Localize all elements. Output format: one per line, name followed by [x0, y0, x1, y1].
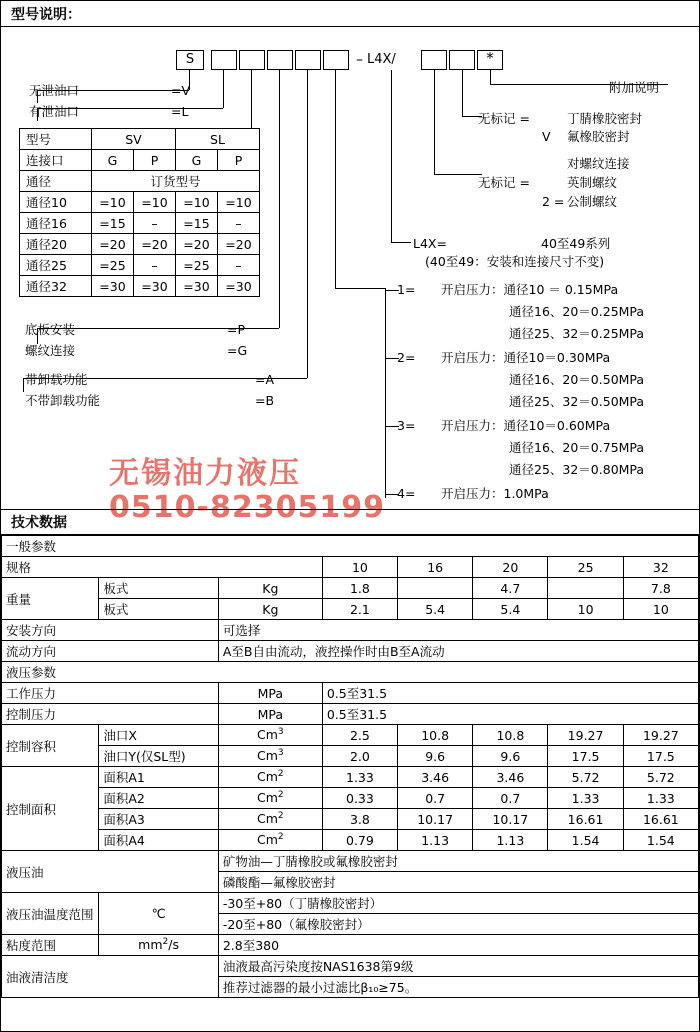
label-no-mark-2-value: 英制螺纹	[567, 175, 618, 190]
cell-16-svp: –	[134, 213, 176, 234]
table-row	[2, 851, 699, 872]
cell-a3-25: 16.61	[548, 809, 623, 830]
cell-weight-2-25: 10	[548, 599, 623, 620]
cell-a2-20: 0.7	[473, 788, 548, 809]
cell-area-unit-3	[218, 809, 322, 830]
code-box-6	[323, 50, 349, 70]
leader-line-l4x	[391, 70, 392, 242]
cell-cv-2-20: 9.6	[473, 746, 548, 767]
table-row	[20, 213, 260, 234]
cell-flow-dir-value: A至B自由流动，液控操作时由B至A流动	[218, 641, 698, 662]
label-thread-conn: 螺纹连接	[25, 343, 76, 358]
leader-h-thread	[434, 174, 482, 175]
cell-bore-25: 通径25	[20, 255, 92, 276]
cell-32-svp: =30	[134, 276, 176, 297]
leader-line-seal	[462, 70, 463, 116]
code-l4x-text: L4X/	[367, 52, 396, 67]
cell-clean-value-1: 油液最高污染度按NAS1638第9级	[218, 956, 698, 977]
cell-temp-unit: ℃	[99, 893, 218, 935]
cell-20-slp: =20	[218, 234, 260, 255]
unit-exponent: 2	[277, 769, 284, 780]
code-box-4	[267, 50, 293, 70]
cell-order-model: 订货型号	[92, 171, 260, 192]
cell-a1-16: 3.46	[398, 767, 473, 788]
cell-10-slp: =10	[218, 192, 260, 213]
cell-a1-25: 5.72	[548, 767, 623, 788]
cell-a3-16: 10.17	[398, 809, 473, 830]
label-pressure-line-1-2: 通径25、32＝0.25MPa	[509, 326, 645, 341]
cell-area-unit-2	[218, 788, 322, 809]
cell-flow-dir-label: 流动方向	[2, 641, 219, 662]
unit-exponent: 3	[277, 748, 284, 759]
cell-oil-label: 液压油	[2, 851, 219, 893]
leader-line-l	[223, 70, 224, 108]
table-row	[2, 788, 699, 809]
cell-32-svg: =30	[92, 276, 134, 297]
cell-model-label: 型号	[20, 129, 92, 150]
table-row	[2, 641, 699, 662]
cell-cv-1-32: 19.27	[623, 725, 698, 746]
table-row	[20, 276, 260, 297]
cell-weight-1-10: 1.8	[322, 578, 397, 599]
table-row	[20, 192, 260, 213]
cell-a1-10: 1.33	[322, 767, 397, 788]
cell-area-name-1: 面积A1	[99, 767, 218, 788]
cell-16-slg: =15	[176, 213, 218, 234]
cell-work-pressure-unit: MPa	[218, 683, 322, 704]
label-no-mark-2: 无标记 =	[478, 175, 530, 190]
cell-spec-20: 20	[473, 557, 548, 578]
table-row	[2, 809, 699, 830]
label-pressure-code-3: 3=	[397, 418, 416, 433]
cell-area-name-2: 面积A2	[99, 788, 218, 809]
label-two-mark-value: 公制螺纹	[567, 194, 618, 209]
cell-clean-value-2: 推荐过滤器的最小过滤比β₁₀≥75。	[218, 977, 698, 998]
cell-bore-16: 通径16	[20, 213, 92, 234]
label-pressure-line-1-1: 通径16、20＝0.25MPa	[509, 304, 645, 319]
table-row	[2, 662, 699, 683]
unit-base: Cm	[257, 811, 278, 827]
table-row	[2, 935, 699, 956]
unit-base: Cm	[257, 832, 278, 848]
label-series: 40至49系列	[541, 236, 611, 251]
cell-a2-10: 0.33	[322, 788, 397, 809]
cell-weight-2-16: 5.4	[398, 599, 473, 620]
cell-general-params: 一般参数	[2, 536, 699, 557]
cell-hydraulic-params: 液压参数	[2, 662, 699, 683]
cell-sv-g: G	[92, 150, 134, 171]
leader-line-unload	[307, 70, 308, 378]
cell-weight-1-25	[548, 578, 623, 599]
table-row	[2, 956, 699, 977]
label-pressure-code-4: 4=	[397, 486, 416, 501]
cell-32-slg: =30	[176, 276, 218, 297]
cell-weight-2-20: 5.4	[473, 599, 548, 620]
label-pressure-head-3: 开启压力：通径10＝0.60MPa	[441, 418, 611, 433]
cell-a1-32: 5.72	[623, 767, 698, 788]
leader-line-thread	[434, 70, 435, 174]
table-row	[2, 599, 699, 620]
leader-v-pressure	[385, 288, 386, 498]
cell-a4-16: 1.13	[398, 830, 473, 851]
cell-cv-2-25: 17.5	[548, 746, 623, 767]
unit-base: mm	[138, 937, 163, 953]
cell-port-label: 连接口	[20, 150, 92, 171]
unit-base: Cm	[257, 790, 278, 806]
cell-a3-32: 16.61	[623, 809, 698, 830]
label-has-drain: 有泄油口	[29, 104, 80, 119]
cell-25-slp: –	[218, 255, 260, 276]
cell-cv-2-10: 2.0	[322, 746, 397, 767]
unit-base: Cm	[257, 769, 278, 785]
cell-sv-p: P	[134, 150, 176, 171]
cell-visc-label: 粘度范围	[2, 935, 99, 956]
cell-a2-16: 0.7	[398, 788, 473, 809]
leader-line-star	[490, 70, 491, 84]
code-box-2	[211, 50, 237, 70]
cell-clean-label: 油液清洁度	[2, 956, 219, 998]
cell-ctrl-volume-name-1: 油口X	[99, 725, 218, 746]
cell-a1-20: 3.46	[473, 767, 548, 788]
table-row	[20, 255, 260, 276]
cell-weight-2-32: 10	[623, 599, 698, 620]
table-row	[2, 578, 699, 599]
cell-ctrl-volume-label: 控制容积	[2, 725, 99, 767]
code-box-3	[239, 50, 265, 70]
code-dash: –	[356, 52, 363, 68]
unit-exponent: 2	[277, 790, 284, 801]
label-pressure-head-4: 开启压力：1.0MPa	[441, 486, 549, 501]
cell-cv-1-10: 2.5	[322, 725, 397, 746]
table-row	[2, 683, 699, 704]
label-pressure-line-3-1: 通径16、20＝0.75MPa	[509, 440, 645, 455]
unit-exponent: 2	[162, 937, 169, 948]
cell-cv-1-20: 10.8	[473, 725, 548, 746]
code-box-5	[295, 50, 321, 70]
cell-ctrl-pressure-label: 控制压力	[2, 704, 219, 725]
cell-ctrl-volume-unit-2	[218, 746, 322, 767]
cell-cv-1-25: 19.27	[548, 725, 623, 746]
label-two-mark: 2 =	[542, 194, 565, 209]
table-row	[20, 234, 260, 255]
table-row	[20, 171, 260, 192]
label-pressure-line-2-1: 通径16、20＝0.50MPa	[509, 372, 645, 387]
cell-10-slg: =10	[176, 192, 218, 213]
label-base-mount: 底板安装	[25, 322, 76, 337]
cell-a3-10: 3.8	[322, 809, 397, 830]
leader-line-table	[251, 70, 252, 128]
unit-exponent: 2	[277, 811, 284, 822]
watermark-company: 无锡油力液压	[109, 456, 301, 491]
cell-spec-10: 10	[322, 557, 397, 578]
cell-25-svg: =25	[92, 255, 134, 276]
cell-weight-1-20: 4.7	[473, 578, 548, 599]
label-v-mark: V	[542, 129, 551, 144]
cell-work-pressure-value: 0.5至31.5	[322, 683, 698, 704]
unit-exponent: 2	[277, 832, 284, 843]
table-row	[2, 557, 699, 578]
cell-a4-32: 1.54	[623, 830, 698, 851]
cell-16-slp: –	[218, 213, 260, 234]
cell-area-name-3: 面积A3	[99, 809, 218, 830]
label-thread-conn-code: =G	[227, 343, 248, 358]
cell-ctrl-area-label: 控制面积	[2, 767, 99, 851]
label-with-unload-code: =A	[255, 372, 275, 387]
label-thread-conn-title: 对螺纹连接	[567, 156, 630, 171]
cell-area-unit-1	[218, 767, 322, 788]
cell-10-svg: =10	[92, 192, 134, 213]
cell-area-unit-4	[218, 830, 322, 851]
cell-weight-label: 重量	[2, 578, 99, 620]
cell-25-svp: –	[134, 255, 176, 276]
cell-sl: SL	[176, 129, 260, 150]
label-pressure-head-1: 开启压力：通径10 ＝ 0.15MPa	[441, 282, 619, 297]
cell-oil-value-1: 矿物油—丁腈橡胶或氟橡胶密封	[218, 851, 698, 872]
label-series-note: (40至49：安装和连接尺寸不变)	[425, 254, 605, 269]
table-row	[2, 767, 699, 788]
label-no-mark-1-value: 丁腈橡胶密封	[567, 111, 643, 126]
cell-10-svp: =10	[134, 192, 176, 213]
cell-temp-value-1: -30至+80（丁腈橡胶密封）	[218, 893, 698, 914]
cell-ctrl-pressure-unit: MPa	[218, 704, 322, 725]
label-no-drain: 无泄油口	[29, 83, 80, 98]
unit-base: Cm	[257, 727, 278, 743]
table-row	[2, 620, 699, 641]
cell-a4-25: 1.54	[548, 830, 623, 851]
cell-ctrl-pressure-value: 0.5至31.5	[322, 704, 698, 725]
tech-data-title	[1, 509, 699, 535]
cell-spec-label: 规格	[2, 557, 323, 578]
cell-32-slp: =30	[218, 276, 260, 297]
label-pressure-line-3-2: 通径25、32＝0.80MPa	[509, 462, 645, 477]
table-row	[2, 536, 699, 557]
label-without-unload: 不带卸载功能	[25, 393, 101, 408]
table-row	[2, 830, 699, 851]
cell-cv-1-16: 10.8	[398, 725, 473, 746]
cell-20-svg: =20	[92, 234, 134, 255]
label-extra-note: 附加说明	[609, 80, 660, 95]
label-v-mark-value: 氟橡胶密封	[567, 129, 630, 144]
model-number-table	[19, 128, 260, 297]
label-base-mount-code: =P	[227, 322, 246, 337]
cell-weight-1-16	[398, 578, 473, 599]
cell-spec-32: 32	[623, 557, 698, 578]
label-no-mark-1: 无标记 =	[478, 111, 530, 126]
model-explanation-title-text: 型号说明：	[11, 6, 81, 23]
leader-line-pressure	[335, 70, 336, 288]
label-pressure-code-2: 2=	[397, 350, 416, 365]
label-has-drain-code: =L	[171, 104, 189, 119]
label-no-drain-code: =V	[171, 83, 191, 98]
unit-tail: /s	[168, 937, 179, 953]
cell-bore-10: 通径10	[20, 192, 92, 213]
watermark-phone: 0510-82305199	[109, 490, 385, 525]
table-row	[2, 704, 699, 725]
unit-base: Cm	[257, 748, 278, 764]
code-star-text: *	[486, 49, 494, 67]
cell-spec-16: 16	[398, 557, 473, 578]
cell-25-slg: =25	[176, 255, 218, 276]
cell-a2-32: 1.33	[623, 788, 698, 809]
cell-16-svg: =15	[92, 213, 134, 234]
tech-data-title-text: 技术数据	[11, 515, 67, 531]
cell-ctrl-volume-unit-1	[218, 725, 322, 746]
tech-data-table	[1, 535, 699, 998]
cell-a4-20: 1.13	[473, 830, 548, 851]
cell-20-slg: =20	[176, 234, 218, 255]
cell-sv: SV	[92, 129, 176, 150]
cell-weight-unit-1: Kg	[218, 578, 322, 599]
cell-a2-25: 1.33	[548, 788, 623, 809]
cell-bore-32: 通径32	[20, 276, 92, 297]
cell-cv-2-16: 9.6	[398, 746, 473, 767]
cell-temp-label: 液压油温度范围	[2, 893, 99, 935]
cell-weight-unit-2: Kg	[218, 599, 322, 620]
cell-bore-label: 通径	[20, 171, 92, 192]
cell-visc-unit	[99, 935, 218, 956]
cell-area-name-4: 面积A4	[99, 830, 218, 851]
label-pressure-head-2: 开启压力：通径10＝0.30MPa	[441, 350, 611, 365]
table-row	[20, 129, 260, 150]
model-explanation-title	[1, 1, 699, 27]
label-pressure-code-1: 1=	[397, 282, 416, 297]
table-row	[2, 746, 699, 767]
leader-h-pressure	[335, 288, 385, 289]
cell-sl-g: G	[176, 150, 218, 171]
cell-20-svp: =20	[134, 234, 176, 255]
cell-ctrl-volume-name-2: 油口Y(仅SL型)	[99, 746, 218, 767]
cell-oil-value-2: 磷酸酯—氟橡胶密封	[218, 872, 698, 893]
cell-bore-20: 通径20	[20, 234, 92, 255]
table-row	[2, 725, 699, 746]
unit-exponent: 3	[277, 727, 284, 738]
table-row	[2, 893, 699, 914]
label-without-unload-code: =B	[255, 393, 275, 408]
cell-work-pressure-label: 工作压力	[2, 683, 219, 704]
cell-weight-type-2: 板式	[99, 599, 218, 620]
cell-weight-1-32: 7.8	[623, 578, 698, 599]
leader-h-l4x	[391, 242, 411, 243]
label-with-unload: 带卸载功能	[25, 372, 88, 387]
table-row	[20, 150, 260, 171]
cell-weight-type-1: 板式	[99, 578, 218, 599]
cell-temp-value-2: -20至+80（氟橡胶密封）	[218, 914, 698, 935]
label-pressure-line-2-2: 通径25、32＝0.50MPa	[509, 394, 645, 409]
cell-sl-p: P	[218, 150, 260, 171]
cell-visc-value: 2.8至380	[218, 935, 698, 956]
label-l4x: L4X=	[413, 236, 447, 251]
cell-a3-20: 10.17	[473, 809, 548, 830]
cell-mount-dir-label: 安装方向	[2, 620, 219, 641]
cell-cv-2-32: 17.5	[623, 746, 698, 767]
cell-weight-2-10: 2.1	[322, 599, 397, 620]
code-box-7	[421, 50, 447, 70]
cell-mount-dir-value: 可选择	[218, 620, 698, 641]
leader-line-mount	[279, 70, 280, 328]
leader-v-down4	[23, 378, 24, 392]
code-box-8	[449, 50, 475, 70]
cell-spec-25: 25	[548, 557, 623, 578]
code-s-text: S	[185, 52, 195, 67]
cell-a4-10: 0.79	[322, 830, 397, 851]
